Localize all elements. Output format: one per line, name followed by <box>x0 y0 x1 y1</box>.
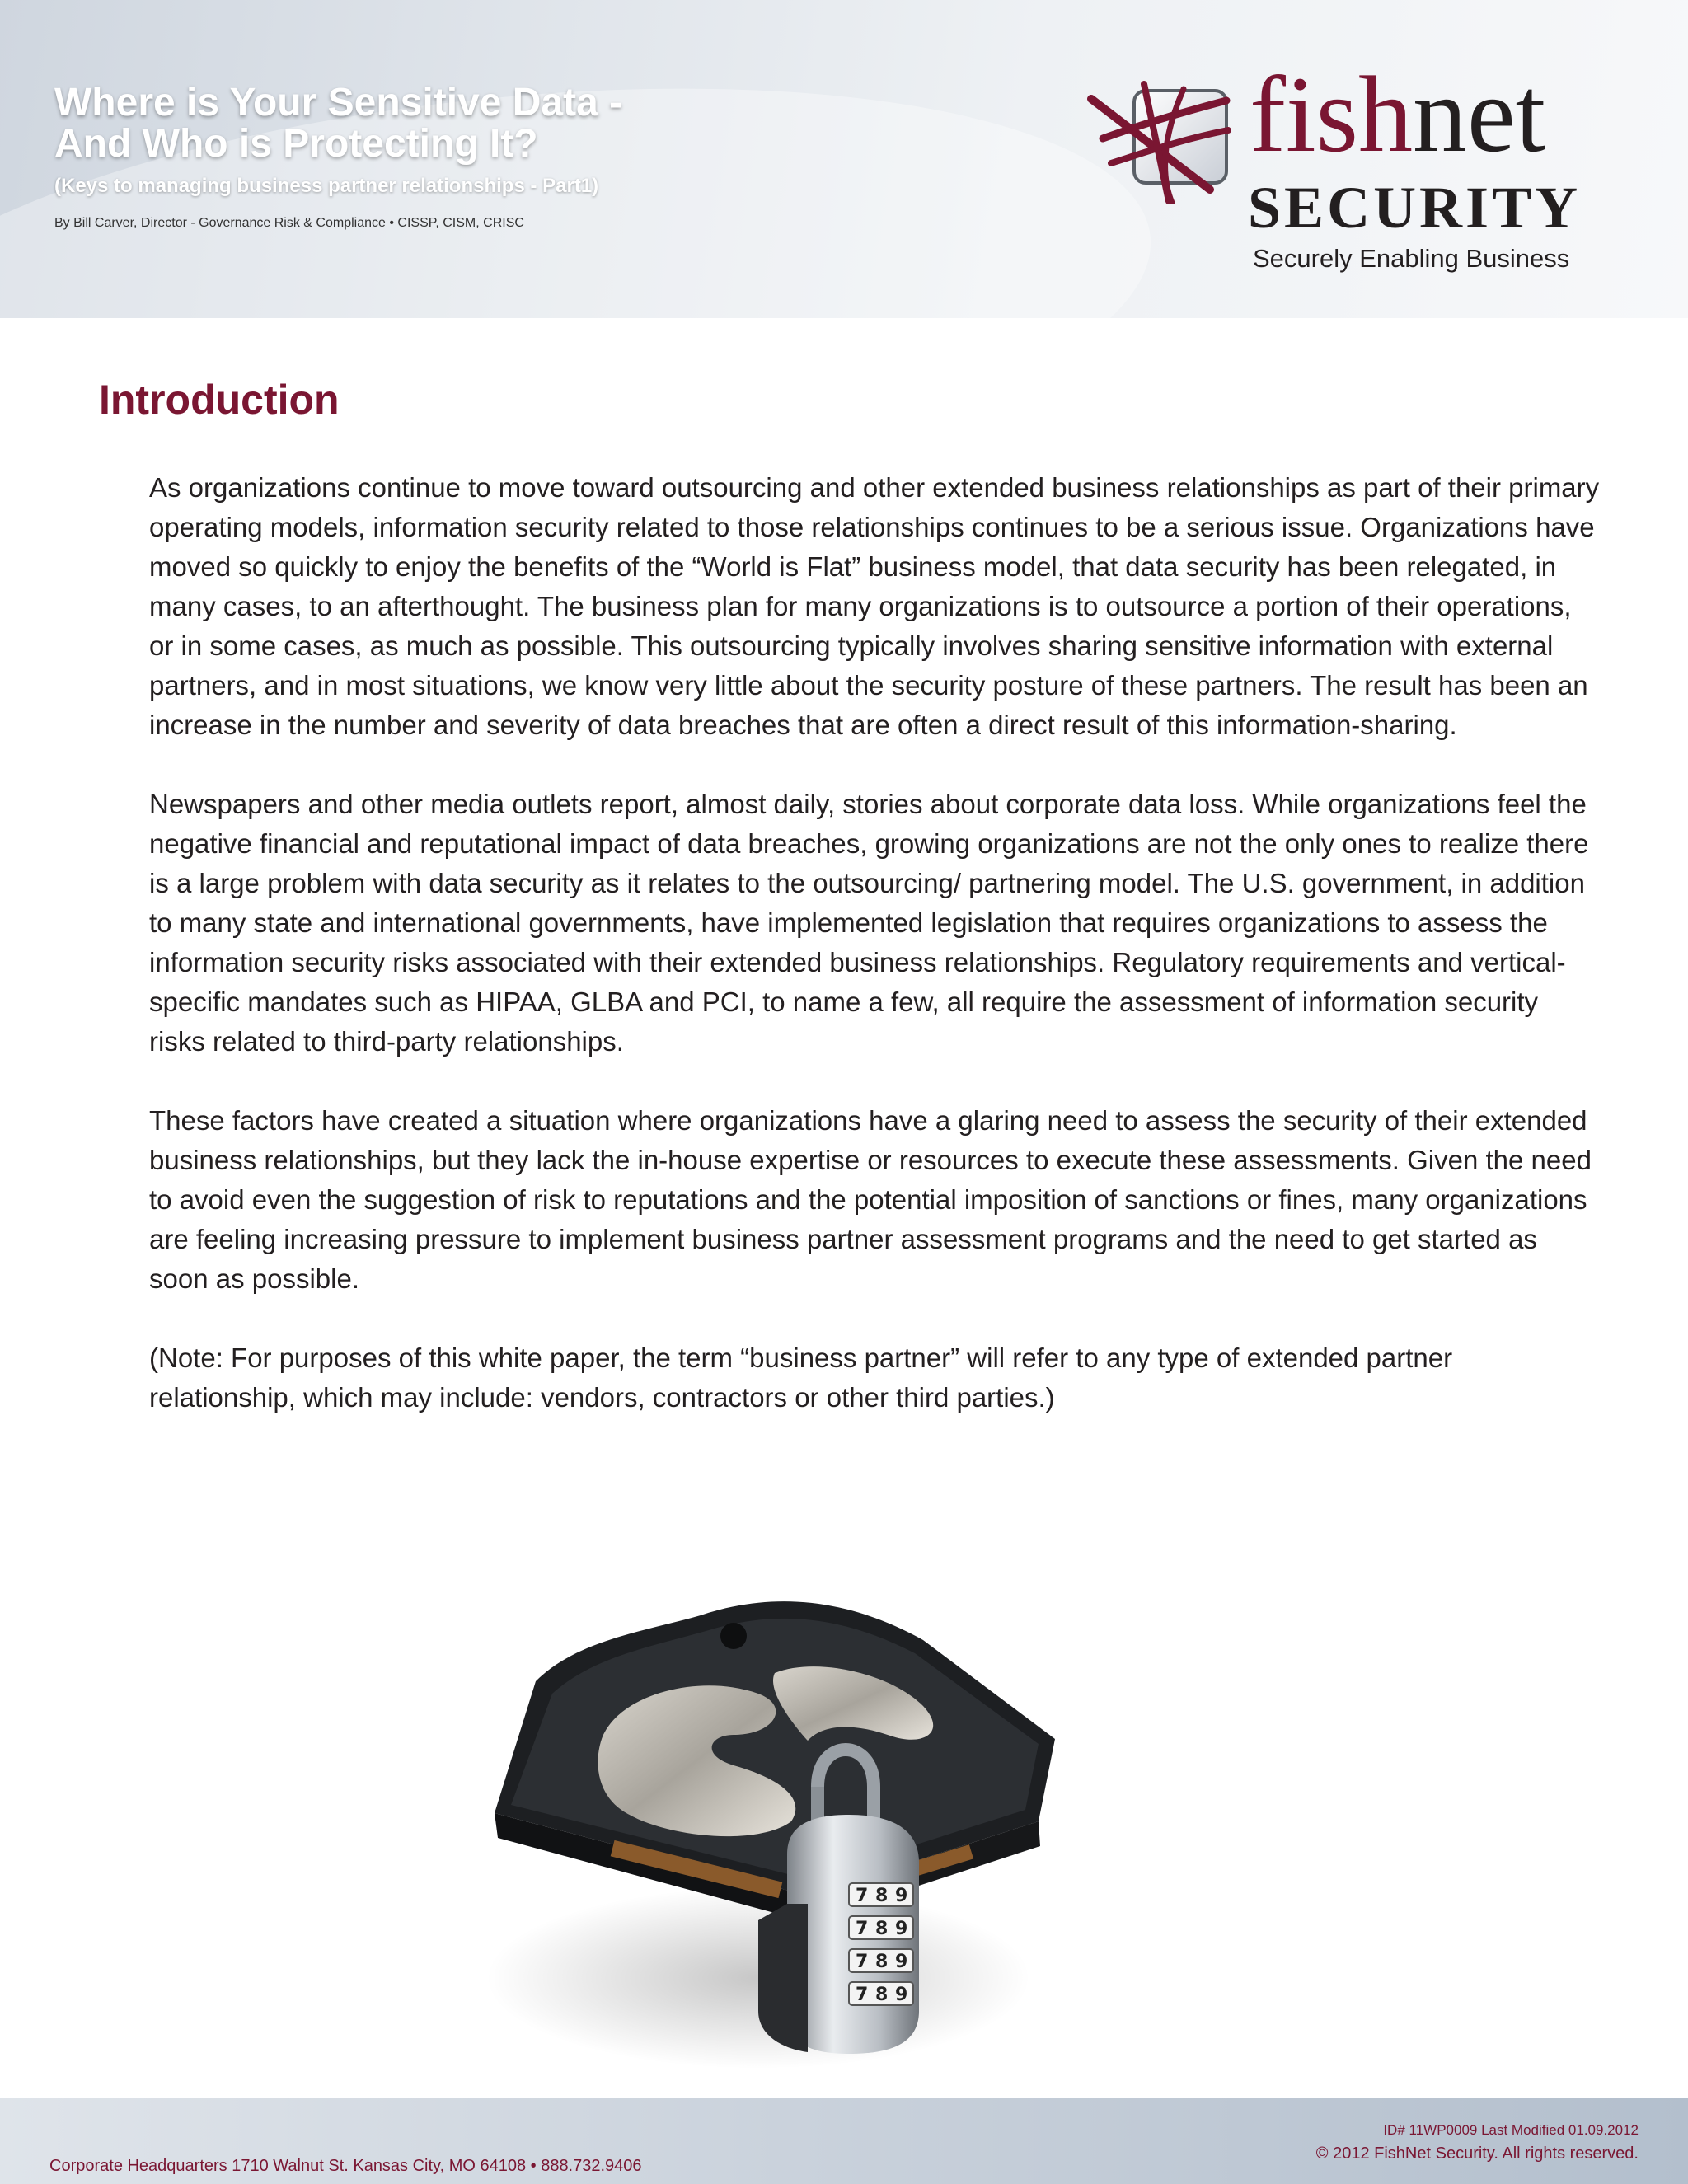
dial-3-digit-b: 8 <box>875 1952 889 1972</box>
copyright-notice: © 2012 FishNet Security. All rights reserved. <box>1315 2144 1639 2163</box>
dial-1-digit-c: 9 <box>895 1886 908 1906</box>
fishnet-security-logo <box>1086 54 1647 282</box>
title-line-1: Where is Your Sensitive Data - <box>54 81 623 124</box>
document-title <box>54 82 622 165</box>
dial-2-digit-c: 9 <box>895 1919 908 1939</box>
document-id-line: ID# 11WP0009 Last Modified 01.09.2012 <box>1383 2122 1639 2138</box>
dial-1-digit-b: 8 <box>875 1886 889 1906</box>
footer-address: Corporate Headquarters 1710 Walnut St. Kansas City, MO 64108 • 888.732.9406 <box>49 2157 642 2175</box>
intro-paragraph-2: Newspapers and other media outlets report, almost daily, stories about corporate data loss. While organizations feel the negative financial and reputational impact of data breaches, growing organizations are not the only ones to realize there is a large problem with data security as it relates to the outsourcing/ partnering model. The U.S. government, in addition to many state and international governments, have implemented legislation that requires organizations to assess the information security risks associated with their extended business relationships. Regulatory requirements and vertical-specific mandates such as HIPAA, GLBA and PCI, to name a few, all require the assessment of information security risks related to third-party relationships. <box>149 789 1589 1057</box>
intro-paragraph-3: These factors have created a situation where organizations have a glaring need to assess the security of their extended business relationships, but they lack the in-house expertise or resources to execute these assessments. Given the need to avoid even the suggestion of risk to reputations and the potential imposition of sanctions or fines, many organizations are feeling increasing pressure to implement business partner assessment programs and the need to get started as soon as possible. <box>149 1105 1592 1294</box>
introduction-body <box>149 468 1600 1457</box>
dial-3-digit-c: 9 <box>895 1952 908 1972</box>
locked-hard-drive-illustration <box>462 1549 1137 2077</box>
title-line-2: And Who is Protecting It? <box>54 122 538 166</box>
dial-3-digit-a: 7 <box>856 1952 869 1972</box>
logo-word-security: SECURITY <box>1248 175 1582 241</box>
dial-4-digit-c: 9 <box>895 1985 908 2005</box>
dial-2-digit-b: 8 <box>875 1919 889 1939</box>
document-header <box>0 0 1688 318</box>
logo-tagline: Securely Enabling Business <box>1253 244 1570 273</box>
intro-paragraph-4: (Note: For purposes of this white paper, the term “business partner” will refer to any type of extended partner relationship, which may include: vendors, contractors or other third parties.) <box>149 1343 1453 1413</box>
logo-word-fish: fish <box>1250 54 1413 175</box>
intro-paragraph-1: As organizations continue to move toward outsourcing and other extended business relationships as part of their primary operating models, information security related to those relationships continues to be a serious issue. Organizations have moved so quickly to enjoy the benefits of the “World is Flat” business model, that data security has been relegated, in many cases, to an afterthought. The business plan for many organizations is to outsource a portion of their operations, or in some cases, as much as possible. This outsourcing typically involves sharing sensitive information with external partners, and in most situations, we know very little about the security posture of these partners. The result has been an increase in the number and severity of data breaches that are often a direct result of this information-sharing. <box>149 472 1600 740</box>
document-subtitle: (Keys to managing business partner relationships - Part1) <box>54 175 599 197</box>
dial-4-digit-b: 8 <box>875 1985 889 2005</box>
fishnet-logo-mark-icon <box>1086 81 1233 204</box>
introduction-heading: Introduction <box>99 377 340 423</box>
logo-word-net: net <box>1413 54 1546 175</box>
logo-wordmark <box>1250 53 1545 176</box>
dial-2-digit-a: 7 <box>856 1919 869 1939</box>
author-byline: By Bill Carver, Director - Governance Risk & Compliance • CISSP, CISM, CRISC <box>54 216 524 230</box>
dial-1-digit-a: 7 <box>856 1886 869 1906</box>
dial-4-digit-a: 7 <box>856 1985 869 2005</box>
